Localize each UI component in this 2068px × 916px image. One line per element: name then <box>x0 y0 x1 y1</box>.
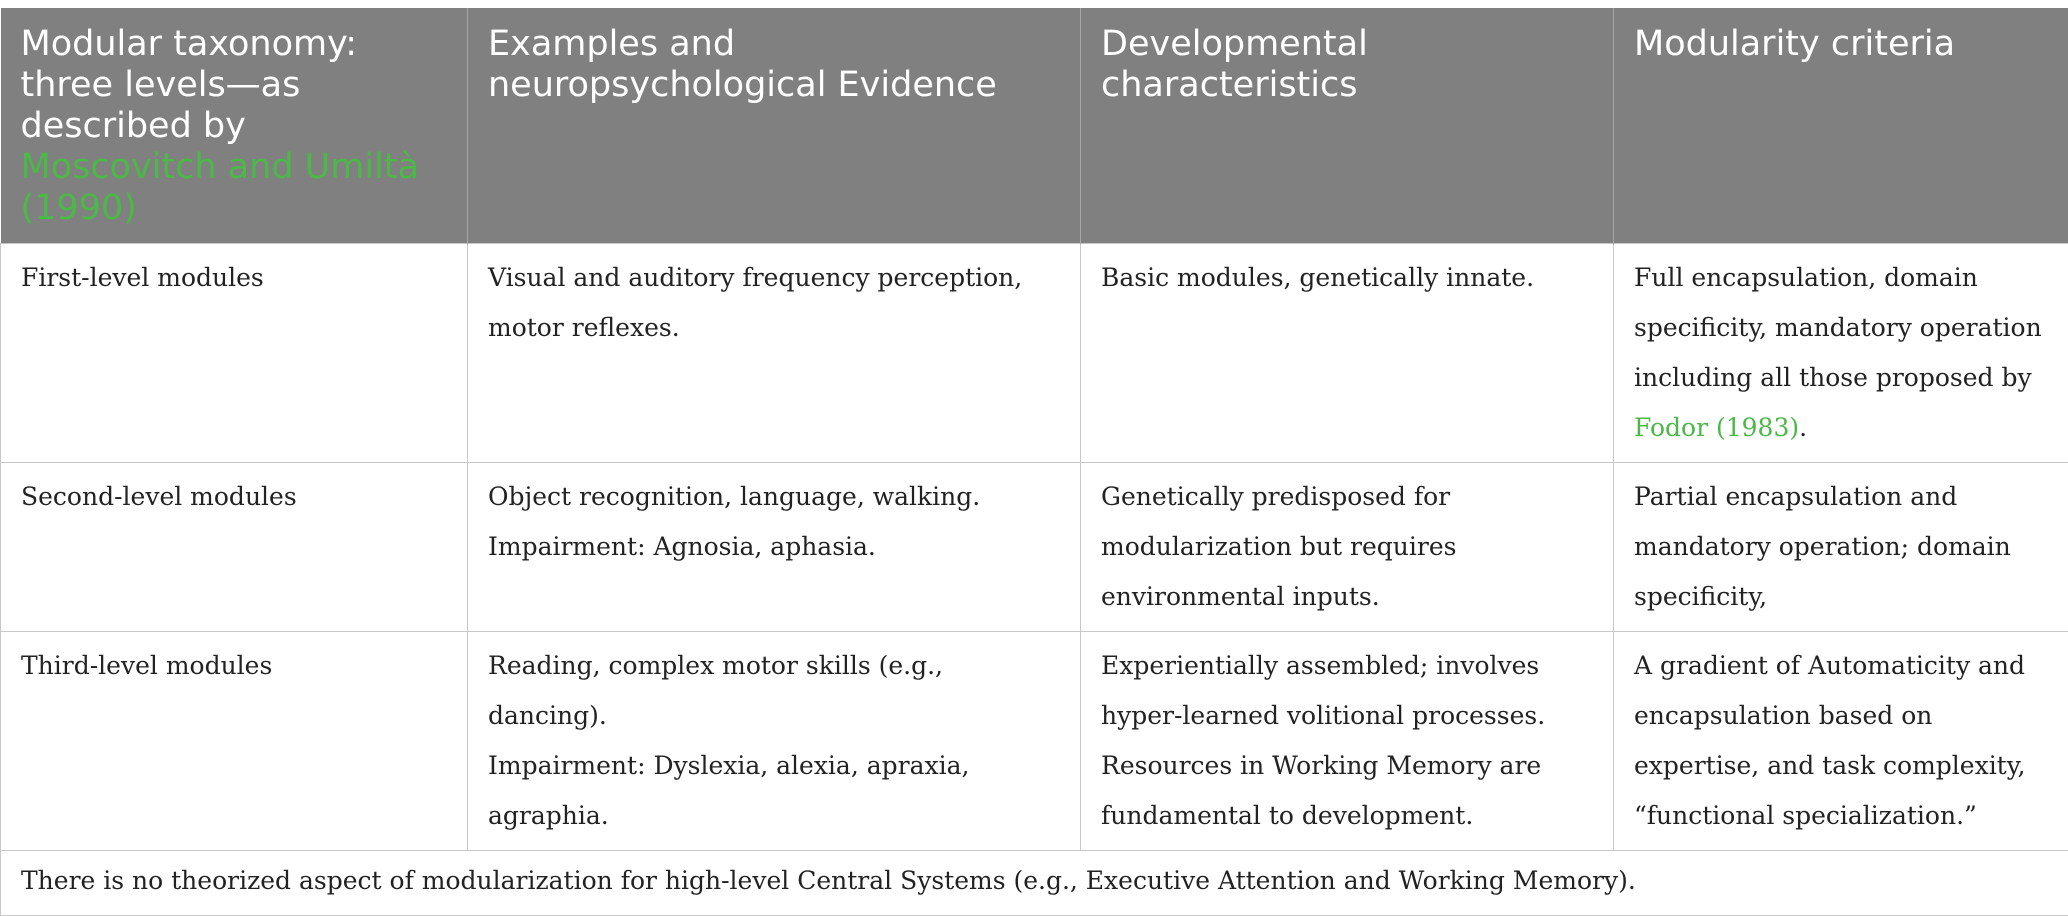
impairment-line: Impairment: Dyslexia, alexia, apraxia, agraphia. <box>488 741 1060 841</box>
header-criteria: Modularity criteria <box>1614 8 2068 244</box>
table-body <box>1 244 2068 916</box>
header-examples: Examples and neuropsychological Evidence <box>468 8 1081 244</box>
header-taxonomy-text: Modular taxonomy: three levels—as described by <box>21 24 358 146</box>
criteria-text: Full encapsulation, domain specificity, mandatory operation including all those proposed by <box>1634 263 2042 392</box>
header-row <box>1 8 2068 244</box>
table-row <box>1 632 2068 851</box>
examples-line: Object recognition, language, walking. <box>488 472 1060 522</box>
cell-development: Experientially assembled; involves hyper-learned volitional processes. Resources in Working Memory are fundamental to development. <box>1081 632 1614 851</box>
modular-taxonomy-table <box>0 8 2068 916</box>
header-development: Developmental characteristics <box>1081 8 1614 244</box>
taxonomy-table-container <box>0 8 2068 916</box>
cell-examples <box>468 244 1081 463</box>
cell-development: Basic modules, genetically innate. <box>1081 244 1614 463</box>
cell-criteria <box>1614 244 2068 463</box>
criteria-end: . <box>1799 413 1807 442</box>
header-taxonomy <box>1 8 468 244</box>
cell-criteria: A gradient of Automaticity and encapsulation based on expertise, and task complexity, “functional specialization.” <box>1614 632 2068 851</box>
footer-row <box>1 851 2068 916</box>
cell-criteria: Partial encapsulation and mandatory operation; domain specificity, <box>1614 463 2068 632</box>
citation-link-moscovitch[interactable]: Moscovitch and Umiltà (1990) <box>21 147 420 228</box>
table-row <box>1 463 2068 632</box>
cell-level: Third-level modules <box>1 632 468 851</box>
table-row <box>1 244 2068 463</box>
cell-level: Second-level modules <box>1 463 468 632</box>
examples-line: Reading, complex motor skills (e.g., dancing). <box>488 641 1060 741</box>
footer-note: There is no theorized aspect of modularization for high-level Central Systems (e.g., Executive Attention and Working Memory). <box>1 851 2068 916</box>
impairment-line: Impairment: Agnosia, aphasia. <box>488 522 1060 572</box>
citation-link-fodor[interactable]: Fodor (1983) <box>1634 413 1799 442</box>
cell-level: First-level modules <box>1 244 468 463</box>
table-header <box>1 8 2068 244</box>
cell-examples <box>468 632 1081 851</box>
cell-examples <box>468 463 1081 632</box>
cell-development: Genetically predisposed for modularization but requires environmental inputs. <box>1081 463 1614 632</box>
examples-line: Visual and auditory frequency perception, motor reflexes. <box>488 253 1060 353</box>
